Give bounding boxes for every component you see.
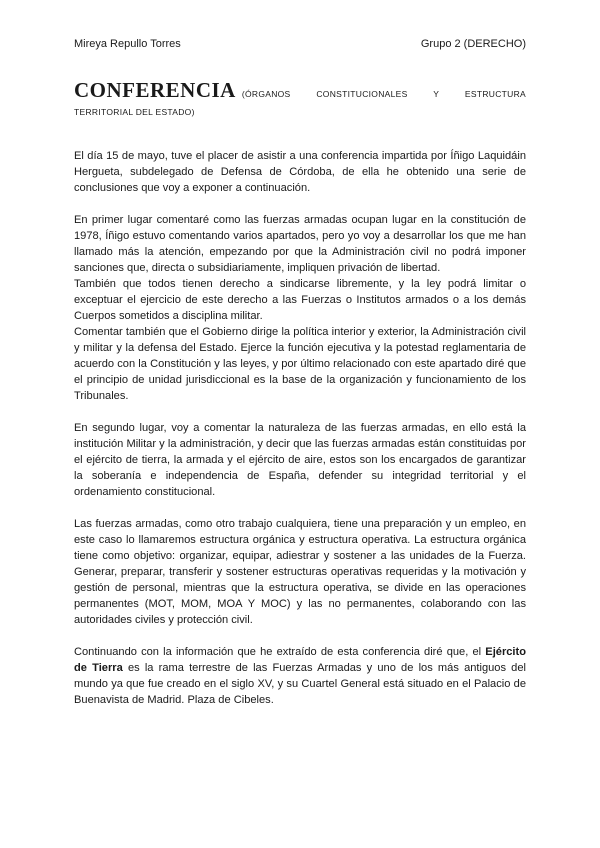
document-title: CONFERENCIA bbox=[74, 78, 236, 102]
paragraph-army-start: Continuando con la información que he extraído de esta conferencia diré que, el bbox=[74, 646, 482, 658]
document-subtitle-line1: (ÓRGANOS CONSTITUCIONALES Y ESTRUCTURA bbox=[241, 89, 526, 99]
army-term: Ejército de Tierra bbox=[74, 646, 526, 674]
paragraph-nature: En segundo lugar, voy a comentar la naturaleza de las fuerzas armadas, en ello está la institución Militar y la administración, y decir que las fuerzas armadas están constituidas por el ejército de tierra, la armada y el ejército de aire, estos son los encargados de garantizar la soberanía e independencia de España, defender su integridad territorial y el ordenamiento constitucional. bbox=[74, 422, 526, 498]
title-block bbox=[74, 78, 526, 117]
author-name: Mireya Repullo Torres bbox=[74, 38, 181, 50]
paragraph-unions: También que todos tienen derecho a sindicarse libremente, y la ley podrá limitar o exceptuar el ejercicio de este derecho a las Fuerzas o Institutos armados o a los demás Cuerpos sometidos a disciplina militar. bbox=[74, 278, 526, 322]
paragraph-army bbox=[74, 644, 526, 708]
document-subtitle-line2: TERRITORIAL DEL ESTADO) bbox=[74, 107, 195, 117]
paragraph-structure: Las fuerzas armadas, como otro trabajo cualquiera, tiene una preparación y un empleo, en este caso lo llamaremos estructura orgánica y estructura operativa. La estructura orgánica tiene como objetivo: organizar, equipar, adiestrar y sostener a las unidades de la Fuerza. Generar, preparar, transferir y sostener estructuras operativas requeridas y la motivación y gestión de personal, mientras que la estructura operativa, se divide en las operaciones permanentes (MOT, MOM, MOA Y MOC) y las no permanentes, colaborando con las autoridades civiles y protección civil. bbox=[74, 518, 526, 626]
paragraph-government: Comentar también que el Gobierno dirige la política interior y exterior, la Administración civil y militar y la defensa del Estado. Ejerce la función ejecutiva y la potestad reglamentaria de acuerdo con la Constitución y las leyes, y por último relacionado con este apartado diré que el principio de unidad jurisdiccional es la base de la organización y funcionamiento de los Tribunales. bbox=[74, 326, 526, 402]
group-label: Grupo 2 (DERECHO) bbox=[420, 38, 526, 50]
paragraph-army-end: es la rama terrestre de las Fuerzas Armadas y uno de los más antiguos del mundo ya que fue creado en el siglo XV, y su Cuartel General está situado en el Palacio de Buenavista de Madrid. Plaza de Cibeles. bbox=[74, 662, 526, 706]
document-body bbox=[74, 148, 526, 708]
paragraph-constitution: En primer lugar comentaré como las fuerzas armadas ocupan lugar en la constitución de 1978, Íñigo estuvo comentando varios apartados, pero yo voy a desarrollar los que me han llamado más la atención, empezando por que la Administración civil no podrá imponer sanciones que, directa o subsidiariamente, impliquen privación de libertad. bbox=[74, 214, 526, 274]
paragraph-intro: El día 15 de mayo, tuve el placer de asistir a una conferencia impartida por Íñigo Laquidáin Hergueta, subdelegado de Defensa de Córdoba, de ella he obtenido una serie de conclusiones que voy a exponer a continuación. bbox=[74, 150, 526, 194]
